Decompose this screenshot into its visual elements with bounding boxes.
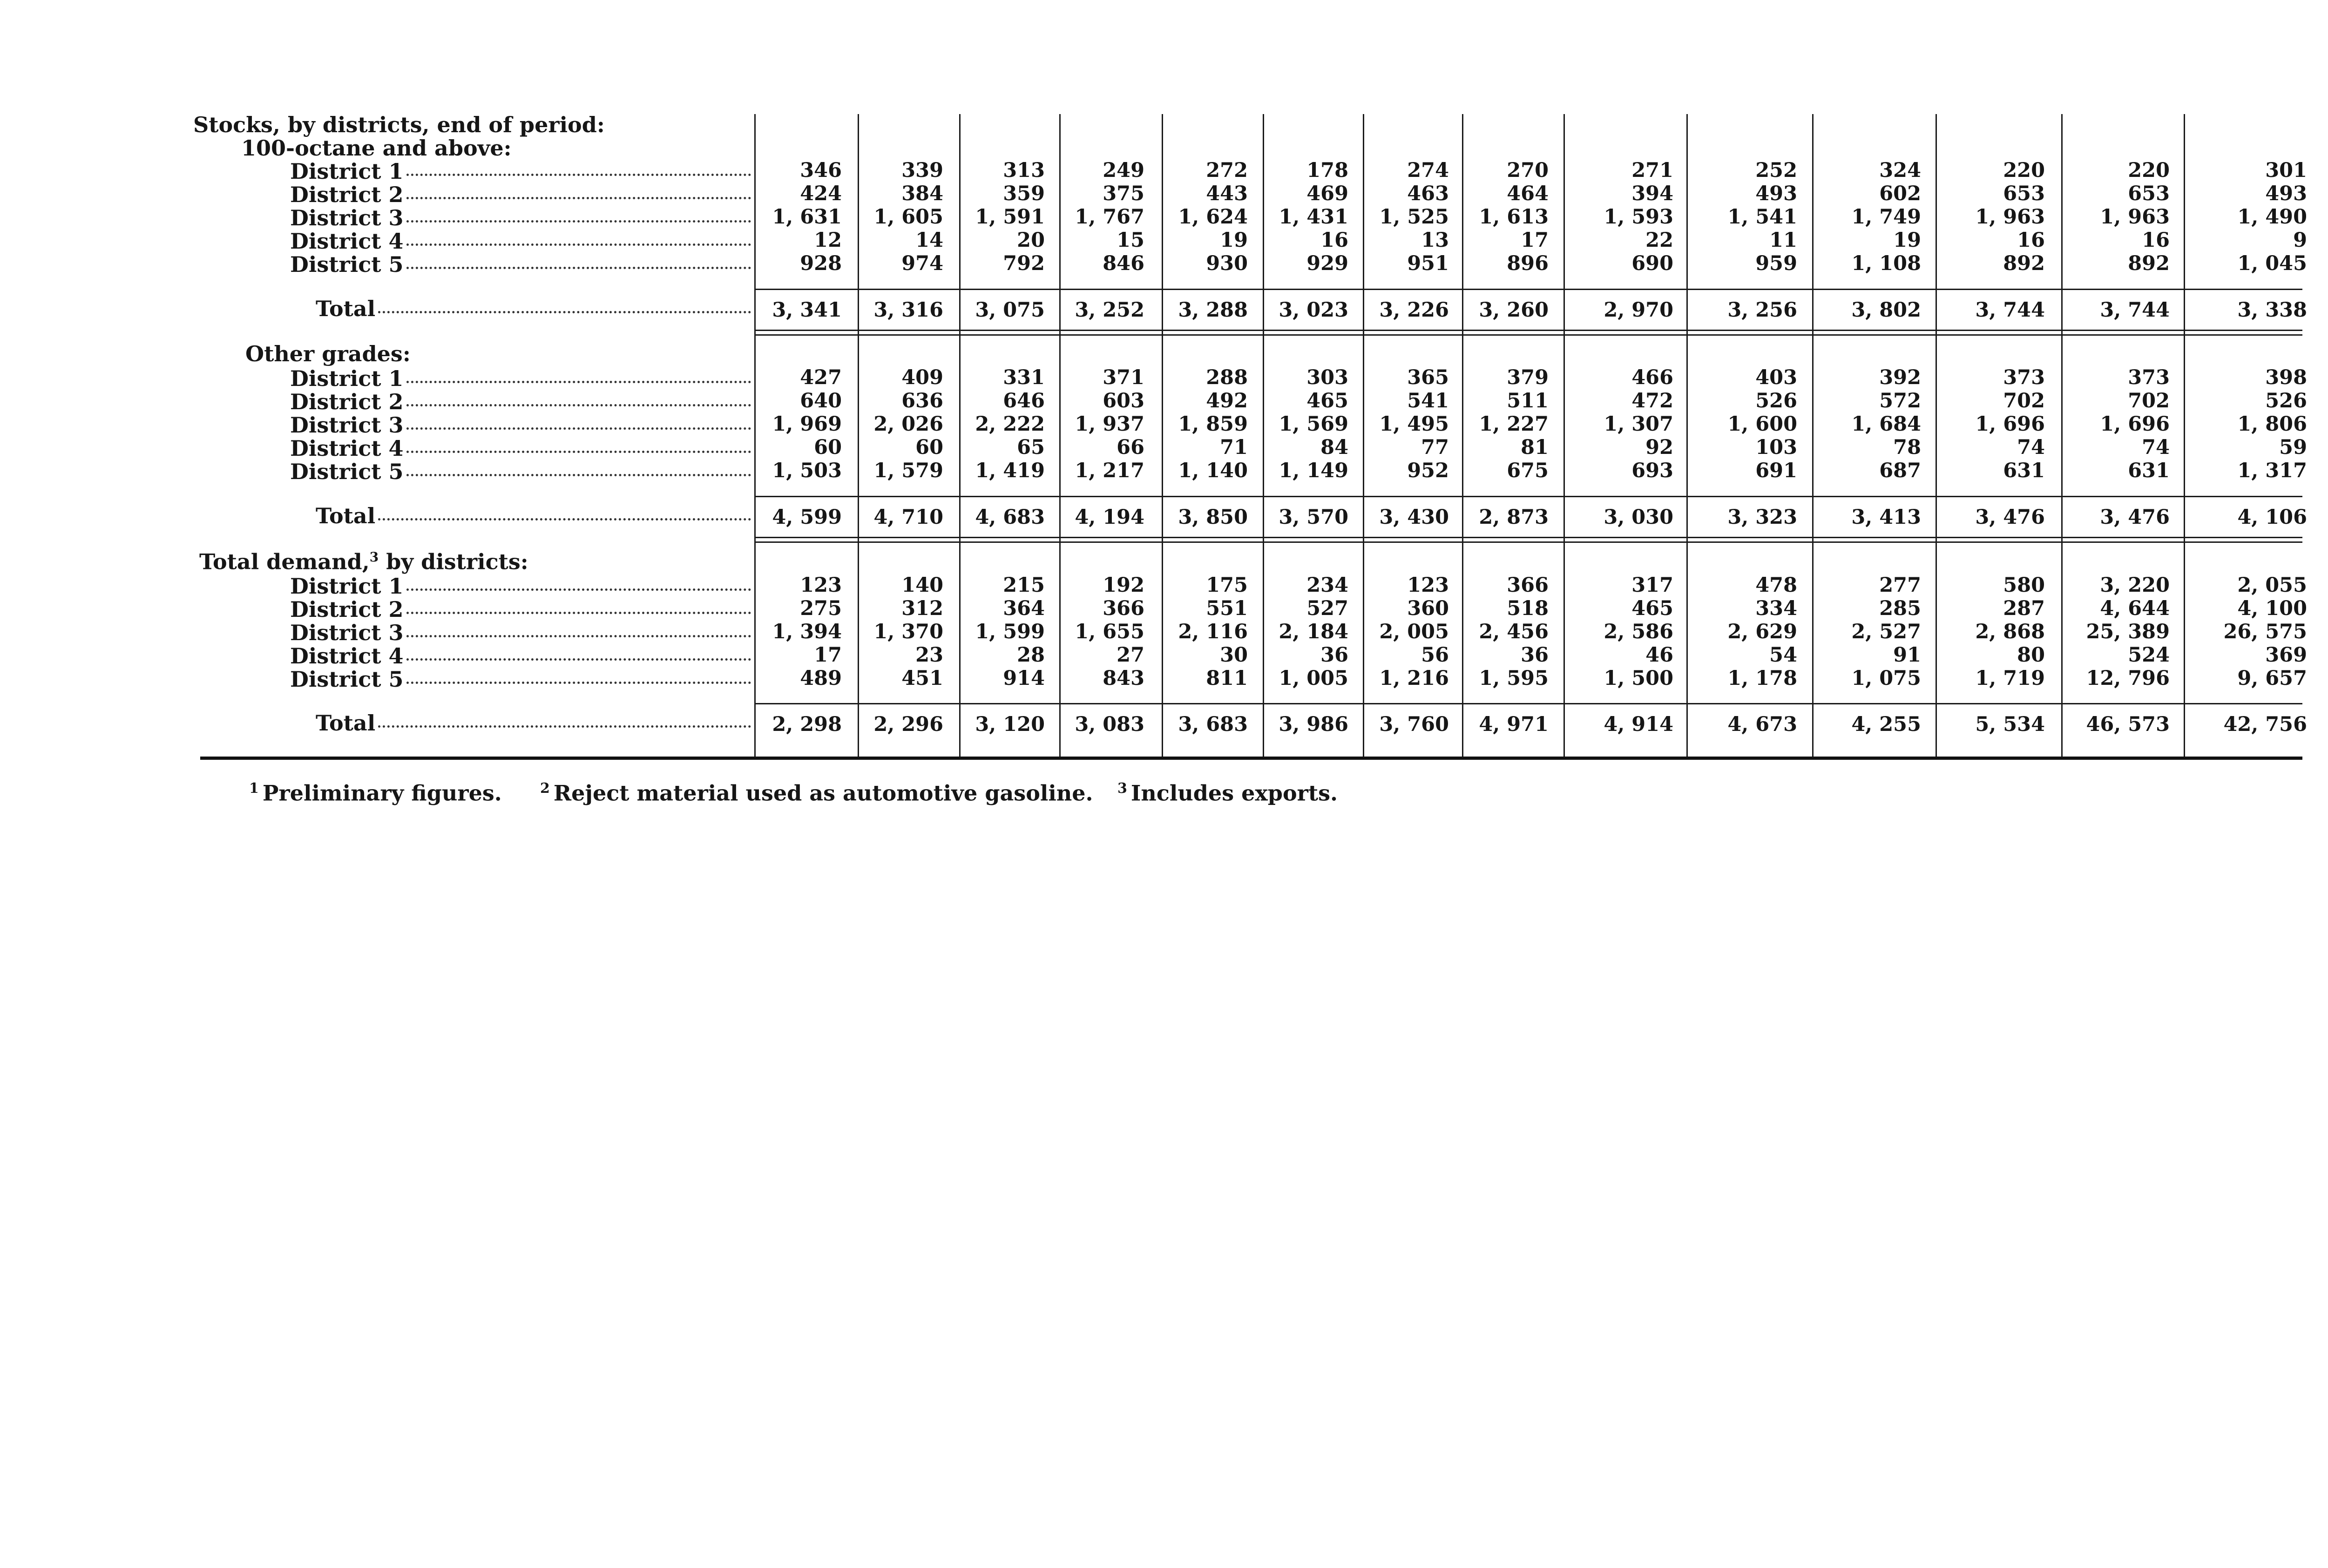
table-cell: 1, 605 (873, 205, 943, 229)
table-cell: 369 (2265, 643, 2307, 667)
table-cell: 271 (1631, 159, 1673, 182)
total-double-rule (754, 330, 2302, 331)
table-cell: 1, 599 (975, 620, 1045, 643)
table-cell: 25, 389 (2086, 620, 2170, 643)
table-cell: 272 (1206, 159, 1248, 182)
table-cell: 465 (1631, 597, 1673, 620)
table-cell: 469 (1306, 182, 1348, 205)
table-cell: 1, 503 (772, 459, 842, 482)
table-cell: 1, 696 (2100, 412, 2170, 436)
table-cell: 324 (1879, 159, 1921, 182)
row-label-district-2: District 2 (290, 599, 751, 620)
table-cell: 4, 100 (2237, 597, 2307, 620)
table-cell: 36 (1320, 643, 1348, 667)
table-cell: 1, 631 (772, 205, 842, 229)
table-cell: 59 (2279, 436, 2307, 459)
row-label-district-2: District 2 (290, 391, 751, 412)
table-cell: 2, 868 (1975, 620, 2045, 643)
table-cell: 364 (1003, 597, 1045, 620)
table-cell: 493 (1755, 182, 1797, 205)
table-cell: 123 (1407, 574, 1449, 597)
table-cell: 16 (2017, 229, 2045, 252)
table-cell: 646 (1003, 389, 1045, 412)
table-cell: 2, 456 (1479, 620, 1549, 643)
table-cell: 220 (2003, 159, 2045, 182)
table-cell: 27 (1117, 643, 1144, 667)
table-cell: 123 (800, 574, 842, 597)
table-cell: 16 (2142, 229, 2170, 252)
table-cell: 2, 586 (1604, 620, 1673, 643)
table-cell: 492 (1206, 389, 1248, 412)
table-cell: 2, 005 (1379, 620, 1449, 643)
row-label-district-3: District 3 (290, 207, 751, 229)
total-cell: 4, 710 (873, 506, 943, 529)
table-cell: 74 (2017, 436, 2045, 459)
table-cell: 691 (1755, 459, 1797, 482)
table-cell: 843 (1103, 667, 1144, 690)
table-cell: 811 (1206, 667, 1248, 690)
column-divider (2061, 114, 2063, 757)
table-cell: 303 (1306, 366, 1348, 389)
total-cell: 2, 296 (873, 713, 943, 736)
table-cell: 1, 075 (1851, 667, 1921, 690)
table-cell: 792 (1003, 252, 1045, 275)
table-cell: 215 (1003, 574, 1045, 597)
total-cell: 2, 873 (1479, 506, 1549, 529)
table-cell: 103 (1755, 436, 1797, 459)
table-cell: 951 (1407, 252, 1449, 275)
table-cell: 1, 227 (1479, 412, 1549, 436)
table-cell: 175 (1206, 574, 1248, 597)
table-cell: 15 (1117, 229, 1144, 252)
footnote-1: $^1$ Preliminary figures. (249, 780, 502, 806)
table-cell: 13 (1421, 229, 1449, 252)
row-label-district-5: District 5 (290, 461, 751, 482)
table-cell: 26, 575 (2223, 620, 2307, 643)
table-cell: 602 (1879, 182, 1921, 205)
table-cell: 371 (1103, 366, 1144, 389)
row-label-district-2: District 2 (290, 184, 751, 205)
table-cell: 526 (2265, 389, 2307, 412)
table-cell: 56 (1421, 643, 1449, 667)
table-cell: 541 (1407, 389, 1449, 412)
total-cell: 3, 802 (1851, 298, 1921, 322)
table-cell: 379 (1507, 366, 1549, 389)
table-cell: 1, 613 (1479, 205, 1549, 229)
table-cell: 360 (1407, 597, 1449, 620)
table-cell: 346 (800, 159, 842, 182)
subtotal-rule (754, 289, 2302, 290)
table-cell: 472 (1631, 389, 1673, 412)
total-cell: 3, 288 (1178, 298, 1248, 322)
table-cell: 2, 527 (1851, 620, 1921, 643)
table-cell: 1, 525 (1379, 205, 1449, 229)
table-cell: 275 (800, 597, 842, 620)
table-cell: 1, 963 (1975, 205, 2045, 229)
table-cell: 288 (1206, 366, 1248, 389)
table-cell: 693 (1631, 459, 1673, 482)
table-cell: 1, 569 (1279, 412, 1348, 436)
total-cell: 3, 075 (975, 298, 1045, 322)
table-cell: 366 (1507, 574, 1549, 597)
total-cell: 4, 683 (975, 506, 1045, 529)
table-cell: 959 (1755, 252, 1797, 275)
total-cell: 4, 673 (1727, 713, 1797, 736)
table-cell: 91 (1893, 643, 1921, 667)
table-cell: 140 (901, 574, 943, 597)
total-cell: 3, 023 (1279, 298, 1348, 322)
table-cell: 2, 184 (1279, 620, 1348, 643)
table-cell: 892 (2003, 252, 2045, 275)
table-cell: 409 (901, 366, 943, 389)
total-cell: 3, 850 (1178, 506, 1248, 529)
table-cell: 466 (1631, 366, 1673, 389)
table-cell: 1, 593 (1604, 205, 1673, 229)
table-cell: 603 (1103, 389, 1144, 412)
table-cell: 65 (1017, 436, 1045, 459)
table-cell: 23 (915, 643, 943, 667)
total-double-rule (754, 334, 2302, 336)
table-cell: 1, 859 (1178, 412, 1248, 436)
table-cell: 178 (1306, 159, 1348, 182)
table-cell: 1, 216 (1379, 667, 1449, 690)
column-divider (2184, 114, 2185, 757)
row-label-district-3: District 3 (290, 622, 751, 643)
table-cell: 463 (1407, 182, 1449, 205)
table-cell: 465 (1306, 389, 1348, 412)
table-cell: 928 (800, 252, 842, 275)
table-cell: 464 (1507, 182, 1549, 205)
row-label-district-4: District 4 (290, 645, 751, 667)
table-cell: 77 (1421, 436, 1449, 459)
total-cell: 3, 744 (1975, 298, 2045, 322)
column-divider (1812, 114, 1814, 757)
total-cell: 3, 430 (1379, 506, 1449, 529)
table-cell: 84 (1320, 436, 1348, 459)
table-cell: 1, 969 (772, 412, 842, 436)
table-cell: 60 (814, 436, 842, 459)
table-cell: 690 (1631, 252, 1673, 275)
total-cell: 3, 323 (1727, 506, 1797, 529)
table-cell: 489 (800, 667, 842, 690)
total-cell: 4, 971 (1479, 713, 1549, 736)
total-cell: 3, 260 (1479, 298, 1549, 322)
total-cell: 3, 338 (2237, 298, 2307, 322)
table-cell: 81 (1521, 436, 1549, 459)
table-cell: 1, 005 (1279, 667, 1348, 690)
table-cell: 317 (1631, 574, 1673, 597)
total-cell: 2, 970 (1604, 298, 1673, 322)
total-cell: 3, 760 (1379, 713, 1449, 736)
table-cell: 270 (1507, 159, 1549, 182)
column-divider (1563, 114, 1565, 757)
table-cell: 19 (1893, 229, 1921, 252)
table-cell: 394 (1631, 182, 1673, 205)
table-cell: 518 (1507, 597, 1549, 620)
table-cell: 1, 719 (1975, 667, 2045, 690)
row-label-district-4: District 4 (290, 230, 751, 252)
footnote-2: $^2$ Reject material used as automotive gasoline. (540, 780, 1093, 806)
column-divider (1686, 114, 1688, 757)
table-cell: 892 (2128, 252, 2170, 275)
total-cell: 3, 030 (1604, 506, 1673, 529)
table-cell: 392 (1879, 366, 1921, 389)
table-cell: 78 (1893, 436, 1921, 459)
table-cell: 1, 806 (2237, 412, 2307, 436)
total-cell: 3, 744 (2100, 298, 2170, 322)
table-cell: 572 (1879, 389, 1921, 412)
table-cell: 1, 419 (975, 459, 1045, 482)
table-cell: 631 (2128, 459, 2170, 482)
total-double-rule (754, 537, 2302, 538)
table-cell: 192 (1103, 574, 1144, 597)
total-cell: 3, 683 (1178, 713, 1248, 736)
table-cell: 687 (1879, 459, 1921, 482)
table-cell: 443 (1206, 182, 1248, 205)
table-cell: 653 (2128, 182, 2170, 205)
table-cell: 16 (1320, 229, 1348, 252)
table-cell: 373 (2003, 366, 2045, 389)
table-cell: 631 (2003, 459, 2045, 482)
row-label-district-4: District 4 (290, 438, 751, 459)
table-cell: 1, 307 (1604, 412, 1673, 436)
table-cell: 427 (800, 366, 842, 389)
table-cell: 11 (1769, 229, 1797, 252)
table-cell: 1, 045 (2237, 252, 2307, 275)
row-label-district-1: District 1 (290, 368, 751, 389)
table-cell: 1, 500 (1604, 667, 1673, 690)
total-cell: 46, 573 (2086, 713, 2170, 736)
table-cell: 1, 140 (1178, 459, 1248, 482)
table-cell: 334 (1755, 597, 1797, 620)
table-cell: 66 (1117, 436, 1144, 459)
table-cell: 375 (1103, 182, 1144, 205)
table-cell: 365 (1407, 366, 1449, 389)
table-cell: 3, 220 (2100, 574, 2170, 597)
table-cell: 398 (2265, 366, 2307, 389)
table-cell: 1, 767 (1075, 205, 1144, 229)
table-cell: 1, 591 (975, 205, 1045, 229)
table-cell: 526 (1755, 389, 1797, 412)
table-cell: 2, 055 (2237, 574, 2307, 597)
table-cell: 234 (1306, 574, 1348, 597)
table-cell: 249 (1103, 159, 1144, 182)
footnote-3: $^3$ Includes exports. (1117, 780, 1338, 806)
total-cell: 3, 413 (1851, 506, 1921, 529)
table-cell: 1, 696 (1975, 412, 2045, 436)
table-cell: 92 (1645, 436, 1673, 459)
total-cell: 4, 194 (1075, 506, 1144, 529)
table-cell: 384 (901, 182, 943, 205)
table-cell: 301 (2265, 159, 2307, 182)
table-cell: 702 (2003, 389, 2045, 412)
column-divider (1935, 114, 1937, 757)
total-cell: 3, 476 (1975, 506, 2045, 529)
table-cell: 1, 579 (873, 459, 943, 482)
table-cell: 331 (1003, 366, 1045, 389)
table-cell: 1, 149 (1279, 459, 1348, 482)
table-cell: 653 (2003, 182, 2045, 205)
row-label-total: Total (316, 712, 751, 734)
total-double-rule (754, 541, 2302, 543)
table-cell: 636 (901, 389, 943, 412)
table-cell: 1, 595 (1479, 667, 1549, 690)
total-cell: 3, 986 (1279, 713, 1348, 736)
subtotal-rule (754, 496, 2302, 497)
table-cell: 974 (901, 252, 943, 275)
total-cell: 3, 316 (873, 298, 943, 322)
table-cell: 366 (1103, 597, 1144, 620)
demand-header: Total demand,$^3$ by districts: (199, 549, 528, 574)
table-cell: 312 (901, 597, 943, 620)
table-cell: 1, 370 (873, 620, 943, 643)
table-cell: 80 (2017, 643, 2045, 667)
table-cell: 22 (1645, 229, 1673, 252)
table-cell: 1, 541 (1727, 205, 1797, 229)
other-grades-header: Other grades: (245, 341, 411, 366)
row-label-district-3: District 3 (290, 414, 751, 436)
table-cell: 2, 026 (873, 412, 943, 436)
row-label-total: Total (316, 298, 751, 319)
total-cell: 4, 255 (1851, 713, 1921, 736)
table-cell: 511 (1507, 389, 1549, 412)
table-cell: 359 (1003, 182, 1045, 205)
table-cell: 1, 108 (1851, 252, 1921, 275)
table-cell: 17 (1521, 229, 1549, 252)
table-cell: 28 (1017, 643, 1045, 667)
table-cell: 277 (1879, 574, 1921, 597)
total-cell: 3, 570 (1279, 506, 1348, 529)
table-cell: 313 (1003, 159, 1045, 182)
table-cell: 373 (2128, 366, 2170, 389)
total-cell: 3, 120 (975, 713, 1045, 736)
table-cell: 580 (2003, 574, 2045, 597)
row-label-district-5: District 5 (290, 254, 751, 275)
table-cell: 1, 490 (2237, 205, 2307, 229)
table-cell: 2, 222 (975, 412, 1045, 436)
table-cell: 403 (1755, 366, 1797, 389)
table-cell: 952 (1407, 459, 1449, 482)
row-label-district-1: District 1 (290, 575, 751, 597)
table-cell: 9, 657 (2237, 667, 2307, 690)
table-cell: 493 (2265, 182, 2307, 205)
total-cell: 5, 534 (1975, 713, 2045, 736)
total-cell: 42, 756 (2223, 713, 2307, 736)
table-cell: 252 (1755, 159, 1797, 182)
table-cell: 551 (1206, 597, 1248, 620)
table-cell: 1, 963 (2100, 205, 2170, 229)
table-cell: 1, 495 (1379, 412, 1449, 436)
total-cell: 3, 341 (772, 298, 842, 322)
table-cell: 74 (2142, 436, 2170, 459)
table-cell: 930 (1206, 252, 1248, 275)
table-cell: 46 (1645, 643, 1673, 667)
table-cell: 1, 394 (772, 620, 842, 643)
table-cell: 929 (1306, 252, 1348, 275)
table-cell: 36 (1521, 643, 1549, 667)
total-cell: 4, 599 (772, 506, 842, 529)
table-cell: 424 (800, 182, 842, 205)
table-cell: 71 (1220, 436, 1248, 459)
total-cell: 3, 083 (1075, 713, 1144, 736)
subtotal-rule (754, 703, 2302, 704)
table-cell: 1, 600 (1727, 412, 1797, 436)
footnote-ref: 3 (369, 549, 379, 565)
table-cell: 54 (1769, 643, 1797, 667)
table-cell: 285 (1879, 597, 1921, 620)
total-cell: 4, 914 (1604, 713, 1673, 736)
table-cell: 12, 796 (2086, 667, 2170, 690)
table-cell: 702 (2128, 389, 2170, 412)
table-cell: 527 (1306, 597, 1348, 620)
table-cell: 19 (1220, 229, 1248, 252)
total-cell: 3, 252 (1075, 298, 1144, 322)
table-cell: 1, 684 (1851, 412, 1921, 436)
table-cell: 2, 116 (1178, 620, 1248, 643)
table-cell: 220 (2128, 159, 2170, 182)
table-cell: 846 (1103, 252, 1144, 275)
table-cell: 914 (1003, 667, 1045, 690)
table-cell: 274 (1407, 159, 1449, 182)
table-cell: 2, 629 (1727, 620, 1797, 643)
table-cell: 20 (1017, 229, 1045, 252)
table-cell: 896 (1507, 252, 1549, 275)
total-cell: 3, 476 (2100, 506, 2170, 529)
octane-header: 100-octane and above: (241, 135, 512, 161)
row-label-district-1: District 1 (290, 161, 751, 182)
table-cell: 1, 217 (1075, 459, 1144, 482)
table-cell: 478 (1755, 574, 1797, 597)
table-cell: 1, 937 (1075, 412, 1144, 436)
table-cell: 4, 644 (2100, 597, 2170, 620)
table-cell: 14 (915, 229, 943, 252)
row-label-total: Total (316, 505, 751, 527)
table-cell: 287 (2003, 597, 2045, 620)
total-cell: 3, 226 (1379, 298, 1449, 322)
table-cell: 1, 624 (1178, 205, 1248, 229)
table-cell: 1, 749 (1851, 205, 1921, 229)
total-cell: 3, 256 (1727, 298, 1797, 322)
table-cell: 1, 655 (1075, 620, 1144, 643)
table-cell: 17 (814, 643, 842, 667)
table-cell: 451 (901, 667, 943, 690)
row-label-district-5: District 5 (290, 669, 751, 690)
table-cell: 524 (2128, 643, 2170, 667)
table-bottom-rule (200, 757, 2302, 760)
table-cell: 1, 317 (2237, 459, 2307, 482)
table-cell: 675 (1507, 459, 1549, 482)
table-cell: 339 (901, 159, 943, 182)
table-cell: 1, 178 (1727, 667, 1797, 690)
total-cell: 2, 298 (772, 713, 842, 736)
stocks-header: Stocks, by districts, end of period: (193, 112, 605, 137)
table-cell: 9 (2293, 229, 2307, 252)
table-cell: 1, 431 (1279, 205, 1348, 229)
table-cell: 12 (814, 229, 842, 252)
table-cell: 60 (915, 436, 943, 459)
table-cell: 30 (1220, 643, 1248, 667)
table-cell: 640 (800, 389, 842, 412)
total-cell: 4, 106 (2237, 506, 2307, 529)
